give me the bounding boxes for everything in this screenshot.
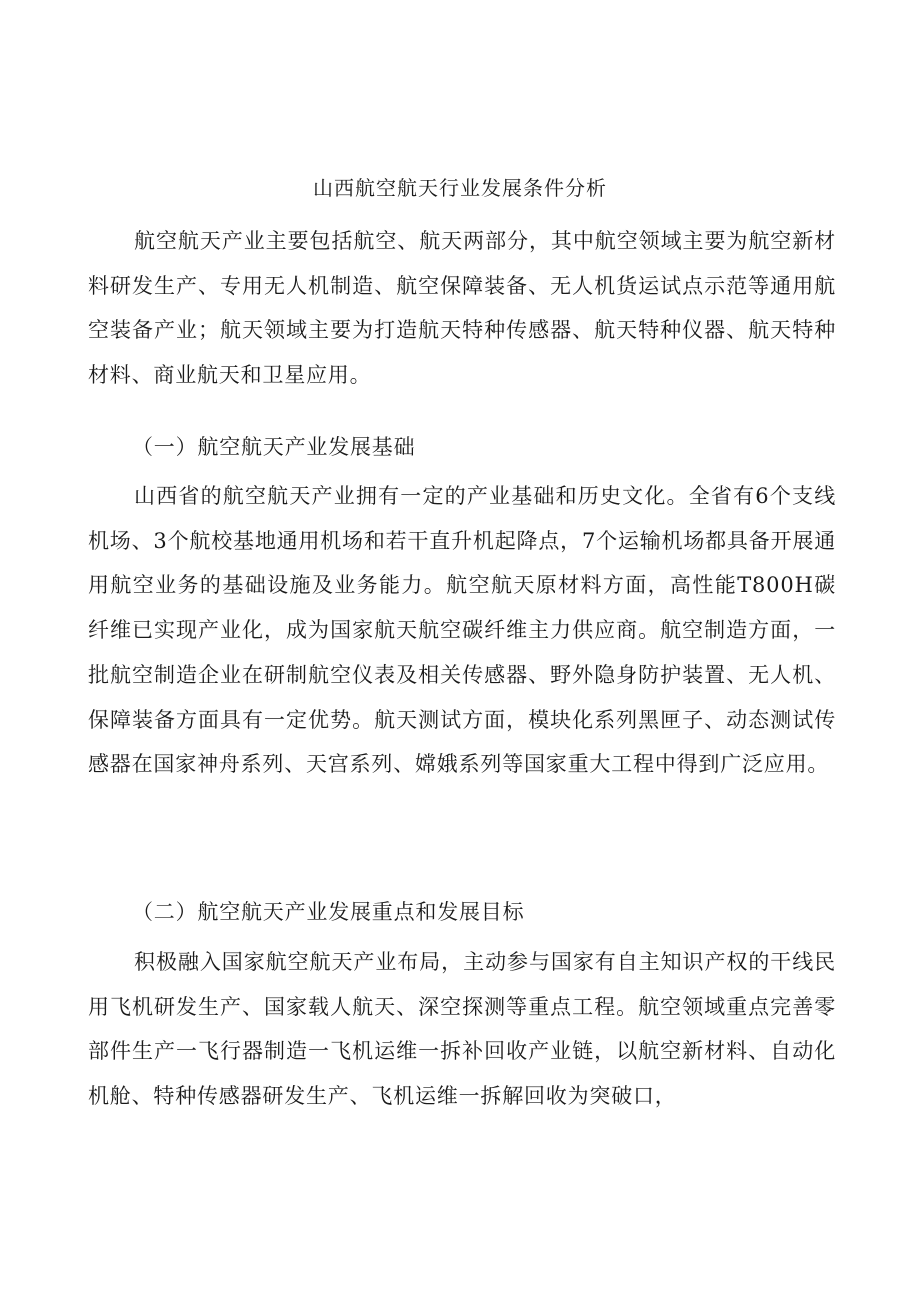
page-title: 山西航空航天行业发展条件分析	[313, 176, 607, 200]
section-2-heading: （二）航空航天产业发展重点和发展目标	[132, 900, 525, 924]
section-2-paragraph: 积极融入国家航空航天产业布局，主动参与国家有自主知识产权的干线民用飞机研发生产、国家载人航天、深空探测等重点工程。航空领域重点完善零部件生产一飞行器制造一飞机运维一拆补回收产业链，以航空新材料、自动化机舱、特种传感器研发生产、飞机运维一拆解回收为突破口，	[88, 950, 836, 1109]
intro-paragraph: 航空航天产业主要包括航空、航天两部分，其中航空领域主要为航空新材料研发生产、专用无人机制造、航空保障装备、无人机货运试点示范等通用航空装备产业；航天领域主要为打造航天特种传感器、航天特种仪器、航天特种材料、商业航天和卫星应用。	[88, 229, 836, 388]
section-1-paragraph: 山西省的航空航天产业拥有一定的产业基础和历史文化。全省有6个支线机场、3个航校基地通用机场和若干直升机起降点，7个运输机场都具备开展通用航空业务的基础设施及业务能力。航空航天原材料方面，高性能T800H碳纤维已实现产业化，成为国家航天航空碳纤维主力供应商。航空制造方面，一批航空制造企业在研制航空仪表及相关传感器、野外隐身防护装置、无人机、保障装备方面具有一定优势。航天测试方面，模块化系列黑匣子、动态测试传感器在国家神舟系列、天宫系列、嫦娥系列等国家重大工程中得到广泛应用。	[88, 484, 836, 777]
section-1-heading: （一）航空航天产业发展基础	[132, 435, 416, 459]
